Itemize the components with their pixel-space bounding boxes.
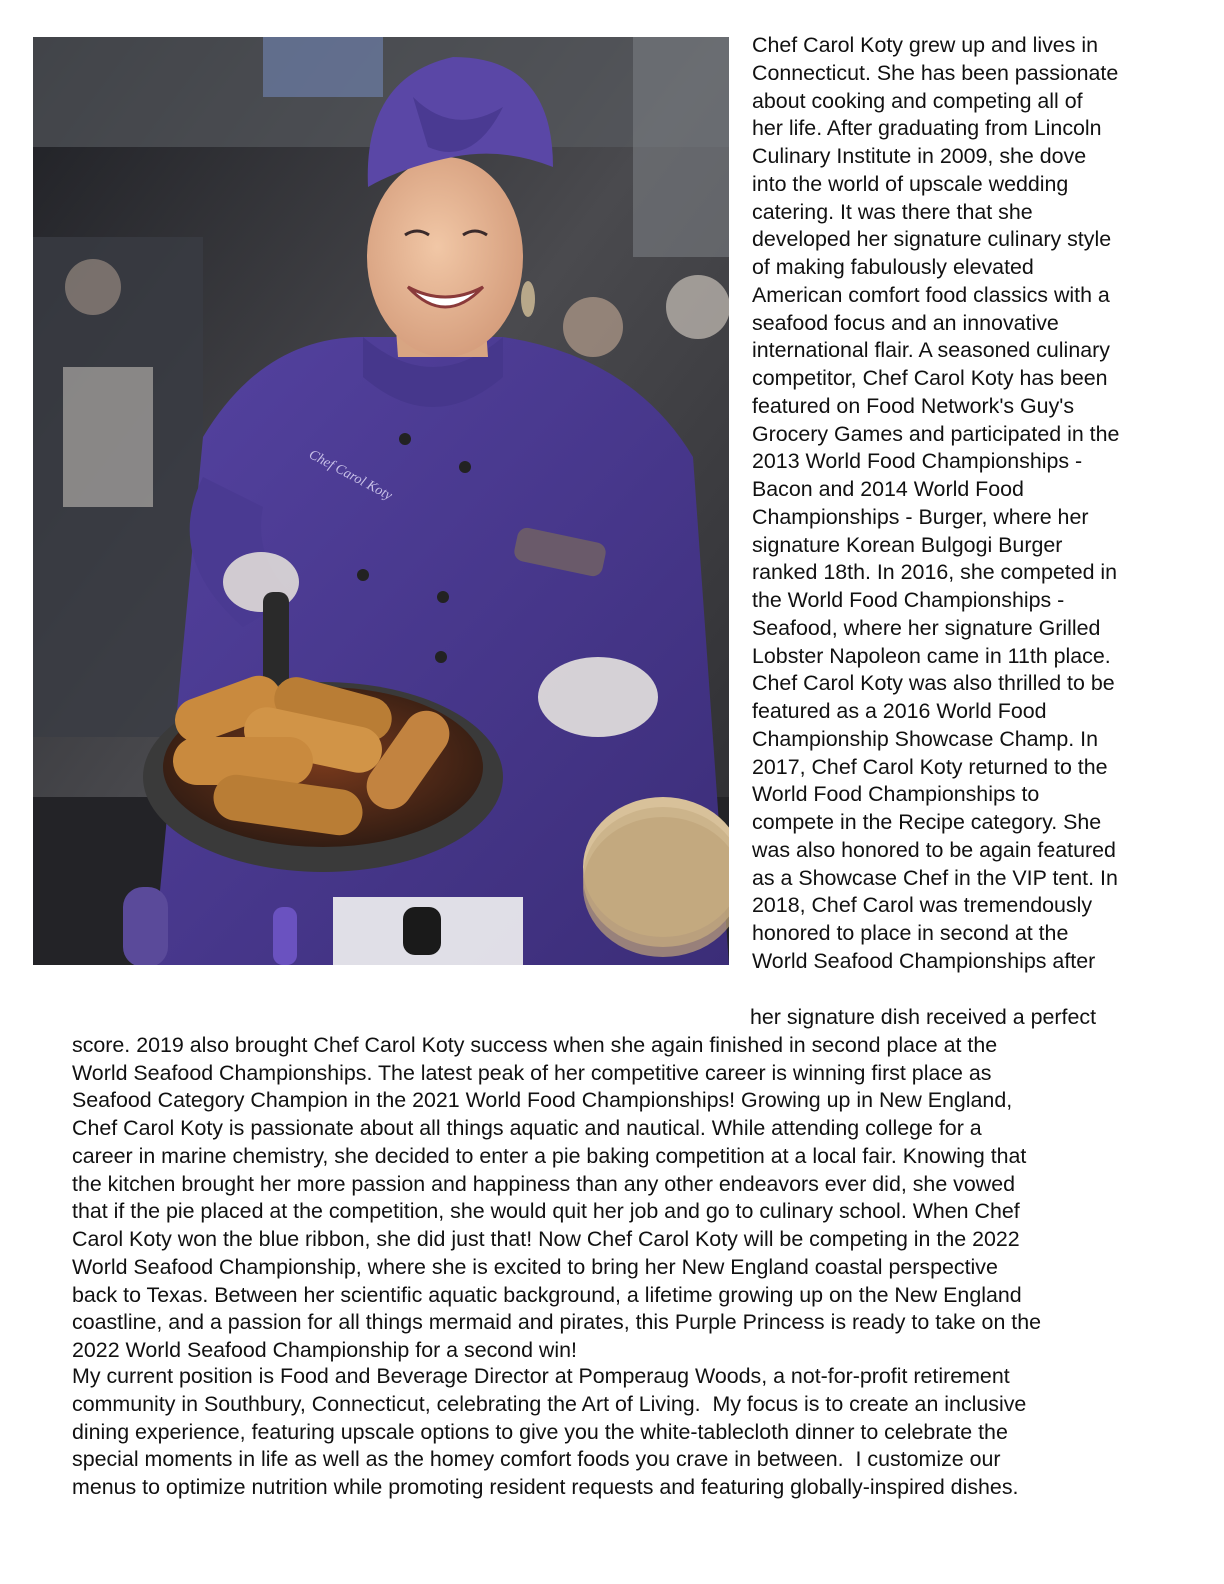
bio-line: the World Food Championships - — [752, 588, 1065, 612]
bio-line: Connecticut. She has been passionate — [752, 60, 1119, 85]
bio-line: coastline, and a passion for all things mermaid and pirates, this Purple Princess is ready to take on the — [72, 1310, 1042, 1335]
position-line: menus to optimize nutrition while promoting resident requests and featuring globally-inspired dishes. — [72, 1475, 1019, 1499]
bio-line: Lobster Napoleon came in 11th place. — [752, 643, 1111, 668]
embroidery-text: Chef Carol Koty — [306, 447, 395, 504]
bio-line: featured as a 2016 World Food — [752, 699, 1047, 723]
bio-line: catering. It was there that she — [752, 199, 1033, 224]
bio-line: Seafood Category Champion in the 2021 World Food Championships! Growing up in New England, — [72, 1088, 1013, 1113]
bio-line: Grocery Games and participated in the — [752, 421, 1120, 446]
bio-line: her life. After graduating from Lincoln — [752, 116, 1102, 141]
bio-continued — [72, 1004, 1182, 1365]
bio-line: back to Texas. Between her scientific aquatic background, a lifetime growing up on the New England — [72, 1282, 1022, 1307]
current-position-paragraph — [72, 1363, 1182, 1502]
bio-line: about cooking and competing all of — [752, 88, 1083, 113]
bio-line: World Seafood Championships after — [752, 948, 1096, 973]
bio-line: Championships - Burger, where her — [752, 504, 1089, 529]
bio-line: competitor, Chef Carol Koty has been — [752, 366, 1108, 390]
bio-full-width-lines — [72, 1032, 1182, 1365]
bio-line: seafood focus and an innovative — [752, 310, 1059, 335]
bio-line: Chef Carol Koty was also thrilled to be — [752, 671, 1115, 696]
bio-line: score. 2019 also brought Chef Carol Koty success when she again finished in second place at the — [72, 1032, 998, 1057]
bio-line: was also honored to be again featured — [752, 837, 1116, 862]
bio-line: developed her signature culinary style — [752, 227, 1112, 252]
bio-line: Chef Carol Koty is passionate about all things aquatic and nautical. While attending college for a — [72, 1116, 982, 1140]
bio-line: signature Korean Bulgogi Burger — [752, 532, 1063, 557]
bio-line: Culinary Institute in 2009, she dove — [752, 144, 1087, 168]
bio-line: into the world of upscale wedding — [752, 171, 1069, 196]
bio-line: career in marine chemistry, she decided to enter a pie baking competition at a local fair. Knowing that — [72, 1143, 1027, 1168]
bio-line: of making fabulously elevated — [752, 255, 1034, 279]
chef-photo-illustration — [33, 37, 729, 965]
bio-line: compete in the Recipe category. She — [752, 810, 1102, 834]
bio-line: international flair. A seasoned culinary — [752, 338, 1110, 363]
bio-line: World Seafood Championships. The latest peak of her competitive career is winning first place as — [72, 1060, 992, 1085]
position-line: dining experience, featuring upscale options to give you the white-tablecloth dinner to celebrate the — [72, 1419, 1008, 1444]
bio-line: Chef Carol Koty grew up and lives in — [752, 33, 1098, 57]
bio-line: as a Showcase Chef in the VIP tent. In — [752, 865, 1118, 890]
bio-line: 2018, Chef Carol was tremendously — [752, 893, 1093, 918]
position-line: My current position is Food and Beverage Director at Pomperaug Woods, a not-for-profit retirement — [72, 1364, 1010, 1388]
bio-line: the kitchen brought her more passion and happiness than any other endeavors ever did, she vowed — [72, 1171, 1015, 1196]
bio-wrap-line: her signature dish received a perfect — [750, 1005, 1097, 1029]
bio-line: Seafood, where her signature Grilled — [752, 615, 1101, 640]
bio-line: Championship Showcase Champ. In — [752, 726, 1098, 751]
bio-line: that if the pie placed at the competition, she would quit her job and go to culinary school. When Chef — [72, 1199, 1020, 1224]
bio-line: Carol Koty won the blue ribbon, she did just that! Now Chef Carol Koty will be competing in the 2022 — [72, 1227, 1020, 1251]
bio-line: Bacon and 2014 World Food — [752, 477, 1024, 501]
chef-portrait-photo — [33, 37, 729, 965]
bio-line: World Seafood Championship, where she is excited to bring her New England coastal perspective — [72, 1254, 998, 1279]
bio-line: ranked 18th. In 2016, she competed in — [752, 560, 1118, 585]
bio-line: 2022 World Seafood Championship for a second win! — [72, 1338, 577, 1362]
bio-line: 2017, Chef Carol Koty returned to the — [752, 754, 1108, 779]
bio-line: American comfort food classics with a — [752, 282, 1110, 307]
position-line: special moments in life as well as the homey comfort foods you crave in between. I customize our — [72, 1447, 1001, 1472]
bio-line: featured on Food Network's Guy's — [752, 393, 1075, 418]
bio-line: World Food Championships to — [752, 782, 1040, 807]
position-line: community in Southbury, Connecticut, celebrating the Art of Living. My focus is to create an inclusive — [72, 1391, 1027, 1416]
bio-line: 2013 World Food Championships - — [752, 449, 1083, 474]
bio-line: honored to place in second at the — [752, 921, 1069, 945]
bio-side-column — [752, 32, 1177, 976]
